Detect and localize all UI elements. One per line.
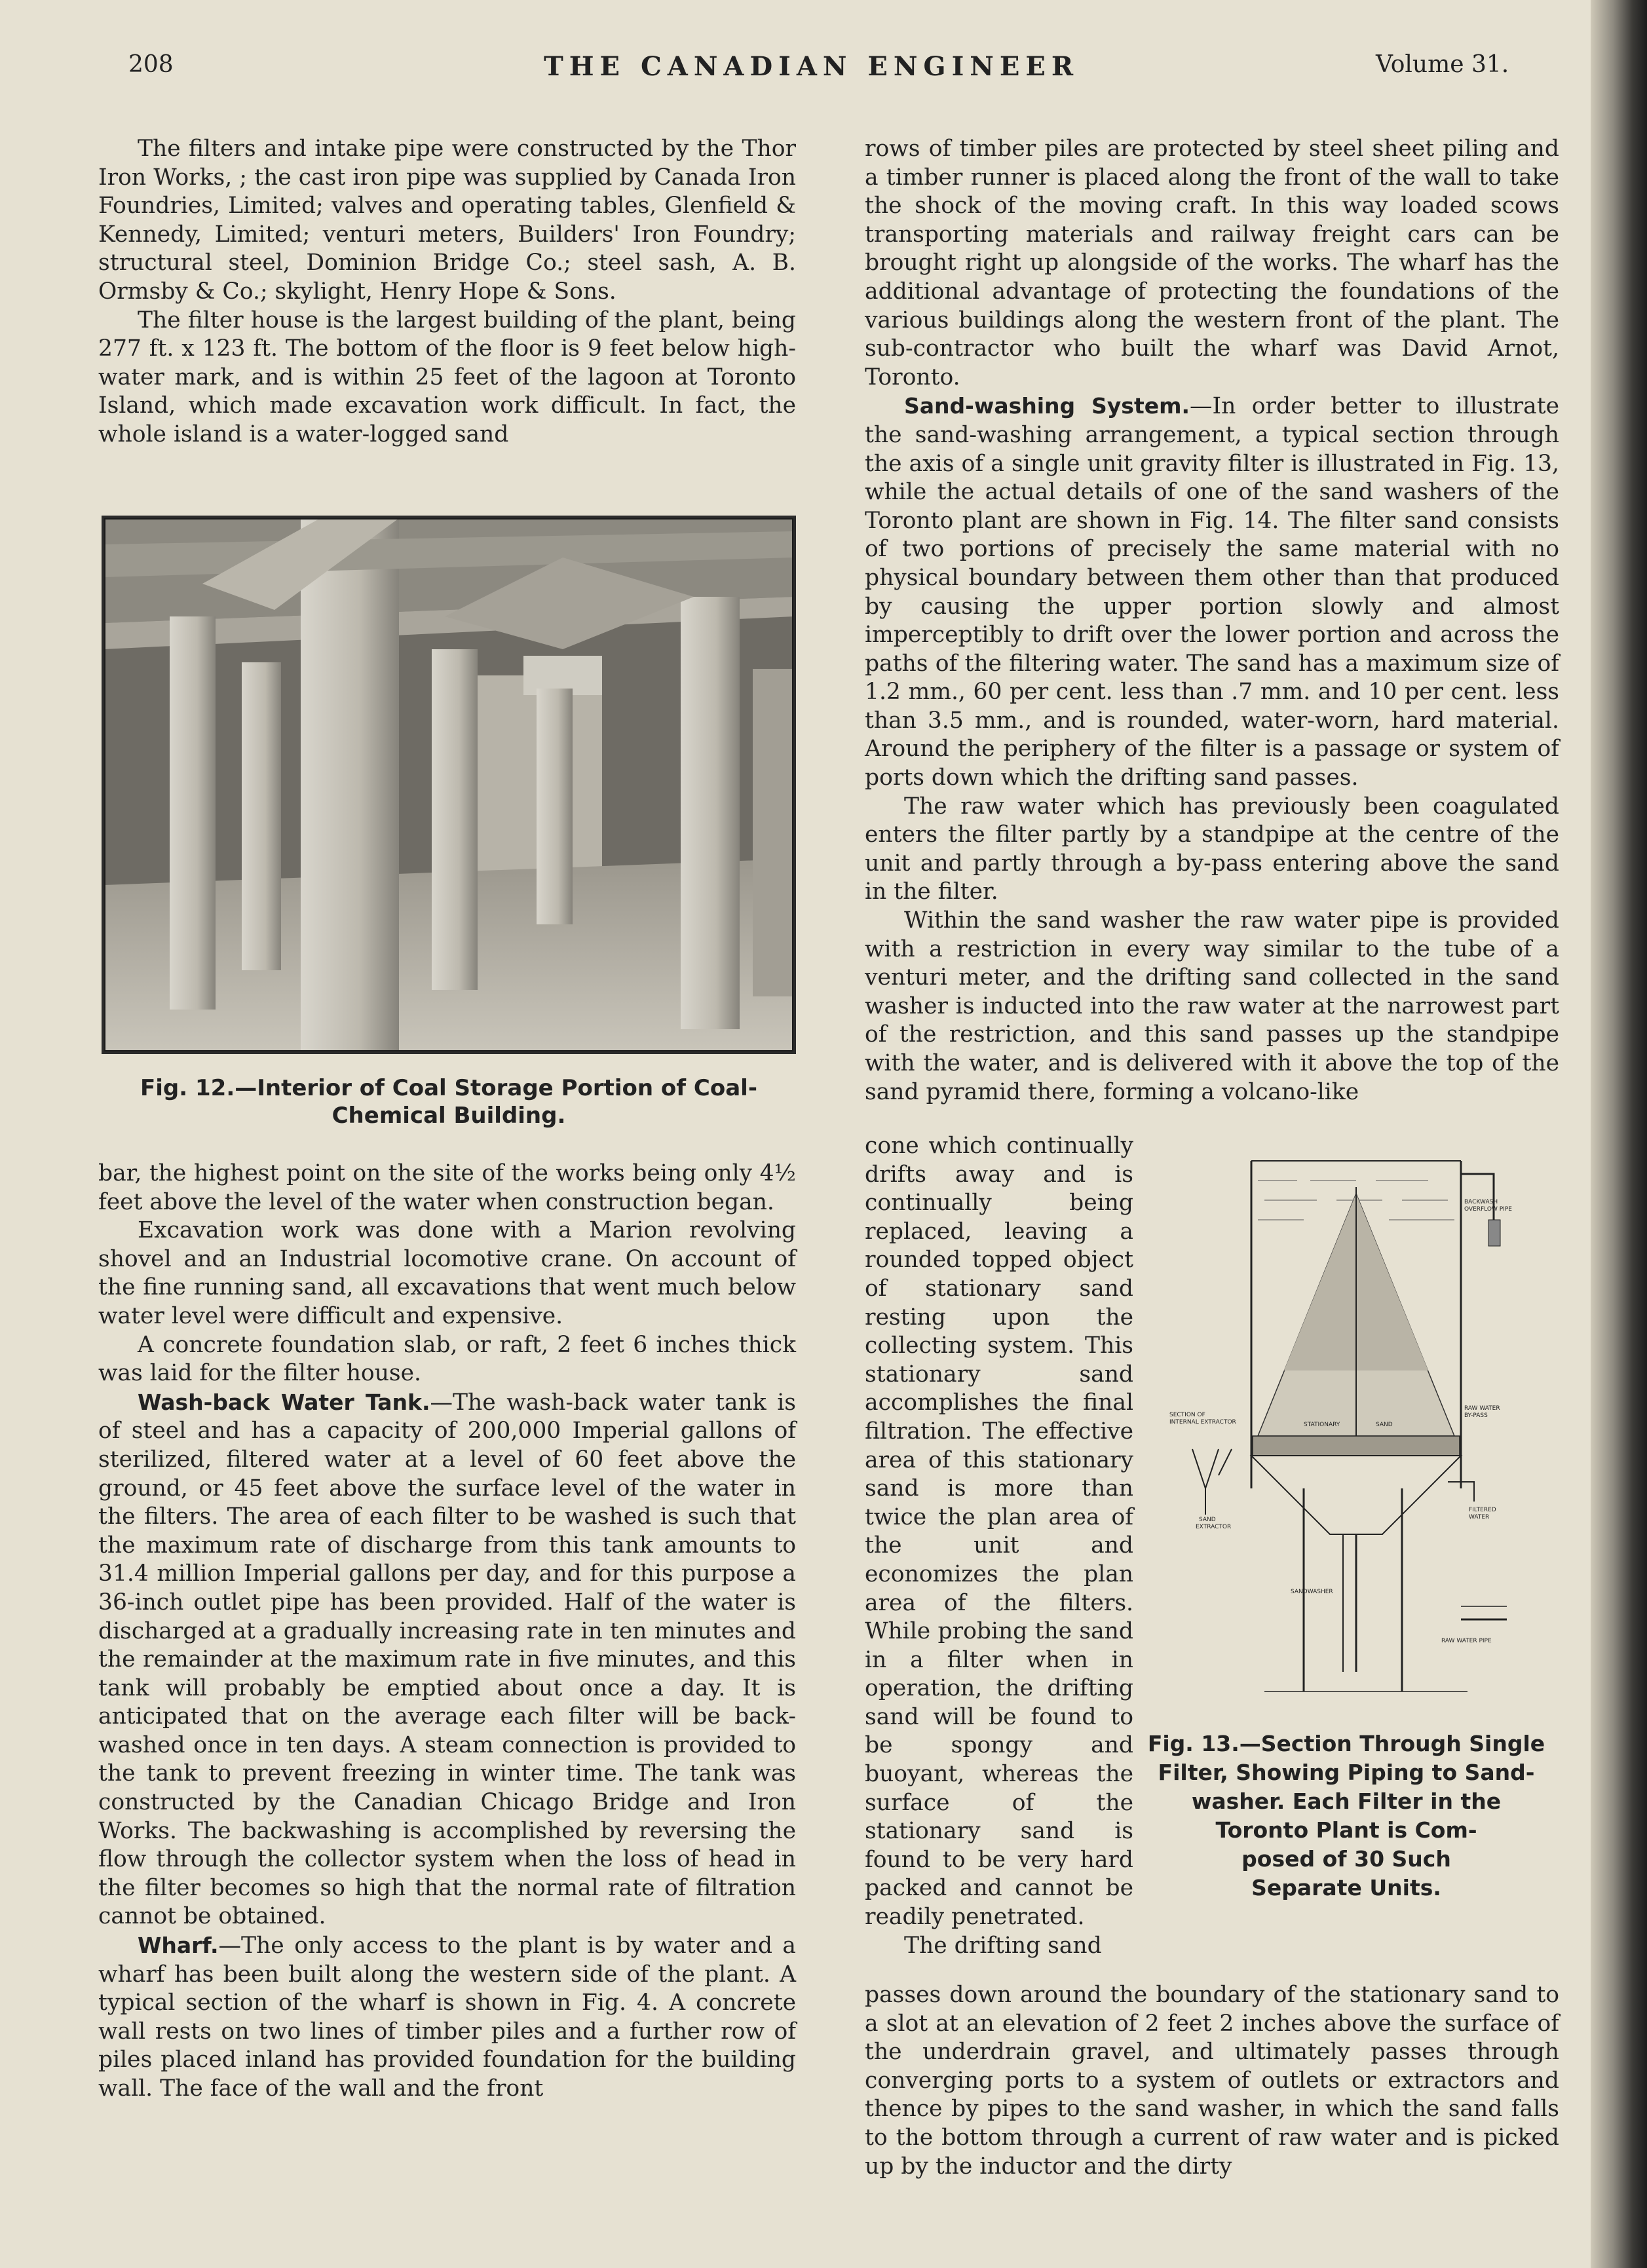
paragraph-foundation: A concrete foundation slab, or raft, 2 feet 6 inches thick was laid for the filter house. — [98, 1331, 796, 1387]
label-by-pass: BY-PASS — [1464, 1412, 1488, 1419]
label-sandwasher: SANDWASHER — [1291, 1589, 1333, 1595]
sand-washing-text: —In order better to illustrate the sand-washing arrangement, a typical section through the axis of a single unit gravity filter is illustrated in Fig. 13, while the actual details of one of the sand washers of the Toronto plant are shown in Fig. 14. The filter sand consists of two portions of precisely the same material with no physical boundary between them other than that produced by causing the upper portion slowly and almost imperceptibly to drift over the lower portion and across the paths of the filtering water. The sand has a maximum size of 1.2 mm., 60 per cent. less than .7 mm. and 10 per cent. less than 3.5 mm., and is rounded, water-worn, hard material. Around the periphery of the filter is a passage or system of ports down which the drifting sand passes. — [865, 393, 1559, 791]
right-column-narrow — [865, 1132, 1133, 1960]
figure-13-diagram — [1166, 1148, 1513, 1723]
paragraph-drifting-continued: passes down around the boundary of the stationary sand to a slot at an elevation of 2 feet 2 inches above the surface of the underdrain gravel, and ultimately passes through converging ports to a system of outlets or extractors and thence by pipes to the sand washer, in which the sand falls to the bottom through a current of raw water and is picked up by the inductor and the dirty — [865, 1982, 1559, 2180]
journal-title: THE CANADIAN ENGINEER — [544, 51, 1080, 82]
figure-12-caption-line1: Fig. 12.—Interior of Coal Storage Portion of Coal- — [140, 1075, 757, 1101]
figure-13-caption-line5: posed of 30 Such — [1241, 1846, 1451, 1872]
filter-section-drawing — [1166, 1148, 1513, 1723]
paragraph-washback — [98, 1388, 796, 1931]
label-overflow: OVERFLOW PIPE — [1464, 1206, 1512, 1213]
label-section-of: SECTION OF — [1169, 1412, 1205, 1418]
paragraph-continuation: bar, the highest point on the site of the works being only 4½ feet above the level of the water when construction began. — [98, 1160, 796, 1215]
label-raw-water: RAW WATER — [1464, 1405, 1500, 1412]
figure-13-caption-line6: Separate Units. — [1251, 1875, 1441, 1900]
label-internal-extractor: INTERNAL EXTRACTOR — [1169, 1419, 1236, 1426]
figure-13-caption — [1137, 1729, 1556, 1902]
sand-washing-heading: Sand-washing System. — [904, 393, 1190, 419]
book-spine-shadow — [1591, 0, 1647, 2268]
paragraph-wharf-continued: rows of timber piles are protected by steel sheet piling and a timber runner is placed along the front of the wall to take the shock of the moving craft. In this way loaded scows transporting materials and railway freight cars can be brought right up alongside of the works. The wharf has the additional advantage of protecting the foundations of the various buildings along the western front of the plant. The sub-contractor who built the wharf was David Arnot, Toronto. — [865, 136, 1559, 390]
paragraph-drifting-start: The drifting sand — [904, 1932, 1102, 1959]
wharf-heading: Wharf. — [138, 1933, 219, 1959]
coal-storage-interior-illustration — [104, 518, 793, 1051]
figure-12-caption — [102, 1074, 796, 1129]
label-water: WATER — [1469, 1514, 1490, 1521]
right-column-bottom — [865, 1981, 1559, 2181]
label-raw-water-pipe: RAW WATER PIPE — [1441, 1638, 1492, 1644]
washback-heading: Wash-back Water Tank. — [138, 1389, 430, 1415]
label-sand-extractor-2: EXTRACTOR — [1196, 1524, 1232, 1530]
wharf-text: —The only access to the plant is by water and a wharf has been built along the western side of the plant. A typical section of the wharf is shown in Fig. 4. A concrete wall rests on two lines of timber piles and a further row of piles placed inland has provided foundation for the building wall. The face of the wall and the front — [98, 1933, 796, 2102]
paragraph-contractors: The filters and intake pipe were constructed by the Thor Iron Works, ; the cast iron pipe was supplied by Canada Iron Foundries, Limited; valves and operating tables, Glenfield & Kennedy, Limited; venturi meters, Builders' Iron Foundry; structural steel, Dominion Bridge Co.; steel sash, A. B. Ormsby & Co.; skylight, Henry Hope & Sons. — [98, 136, 796, 305]
left-column-top — [98, 135, 796, 449]
paragraph-sand-washer: Within the sand washer the raw water pipe is provided with a restriction in every way similar to the tube of a venturi meter, and the drifting sand collected in the sand washer is inducted into the raw water at the narrowest part of the restriction, and this sand passes up the standpipe with the water, and is delivered with it above the top of the sand pyramid there, forming a volcano-like — [865, 907, 1559, 1105]
right-column-top — [865, 135, 1559, 1106]
figure-13-caption-line4: Toronto Plant is Com- — [1215, 1817, 1477, 1843]
paragraph-filter-house: The filter house is the largest building of the plant, being 277 ft. x 123 ft. The bottom of the floor is 9 feet below high-water mark, and is within 25 feet of the lagoon at Toronto Island, which made excavation work difficult. In fact, the whole island is a water-logged sand — [98, 307, 796, 447]
figure-13-caption-line1: Fig. 13.—Section Through Single — [1147, 1731, 1545, 1756]
paragraph-cone: cone which continually drifts away and is continually being replaced, leaving a rounded topped object of stationary sand resting upon the collecting system. This stationary sand accomplishes the final filtration. The effective area of this stationary sand is more than twice the plan area of the unit and economizes the plan area of the filters. While probing the sand in a filter when in operation, the drifting sand will be found to be spongy and buoyant, whereas the surface of the stationary sand is found to be very hard packed and cannot be readily penetrated. — [865, 1133, 1133, 1931]
figure-12-caption-line2: Chemical Building. — [331, 1103, 566, 1129]
label-backwash: BACKWASH — [1464, 1199, 1498, 1205]
paragraph-raw-water: The raw water which has previously been coagulated enters the filter partly by a standpipe at the centre of the unit and partly through a by-pass entering above the sand in the filter. — [865, 793, 1559, 905]
left-column-bottom — [98, 1160, 796, 2104]
label-stationary: STATIONARY — [1304, 1422, 1340, 1428]
page-number: 208 — [128, 51, 174, 78]
paragraph-wharf — [98, 1931, 796, 2104]
label-sand-extractor-1: SAND — [1199, 1517, 1216, 1523]
figure-12-photo — [102, 516, 796, 1054]
washback-text: —The wash-back water tank is of steel and has a capacity of 200,000 Imperial gallons of sterilized, filtered water at a level of 60 feet above the ground, or 45 feet above the surface level of the water in the filters. The area of each filter to be washed is such that the maximum rate of discharge from this tank amounts to 31.4 million Imperial gallons per day, and for this purpose a 36-inch outlet pipe has been provided. Half of the water is discharged at a gradually increasing rate in ten minutes and the remainder at the maximum rate in five minutes, and this tank will probably be emptied about once a day. It is anticipated that on the average each filter will be back-washed once in ten days. A steam connection is provided to the tank to prevent freezing in winter time. The tank was constructed by the Canadian Chicago Bridge and Iron Works. The backwashing is accomplished by reversing the flow through the collector system when the loss of head in the filter becomes so high that the normal rate of filtration cannot be obtained. — [98, 1389, 796, 1930]
volume-label: Volume 31. — [1376, 51, 1509, 78]
label-filtered: FILTERED — [1469, 1507, 1496, 1513]
figure-13-caption-line3: washer. Each Filter in the — [1191, 1788, 1502, 1814]
figure-13-caption-line2: Filter, Showing Piping to Sand- — [1158, 1760, 1535, 1785]
label-sand: SAND — [1376, 1422, 1393, 1428]
paragraph-sand-washing — [865, 392, 1559, 792]
running-header — [0, 51, 1599, 90]
paragraph-excavation: Excavation work was done with a Marion revolving shovel and an Industrial locomotive crane. On account of the fine running sand, all excavations that went much below water level were difficult and expensive. — [98, 1217, 796, 1329]
